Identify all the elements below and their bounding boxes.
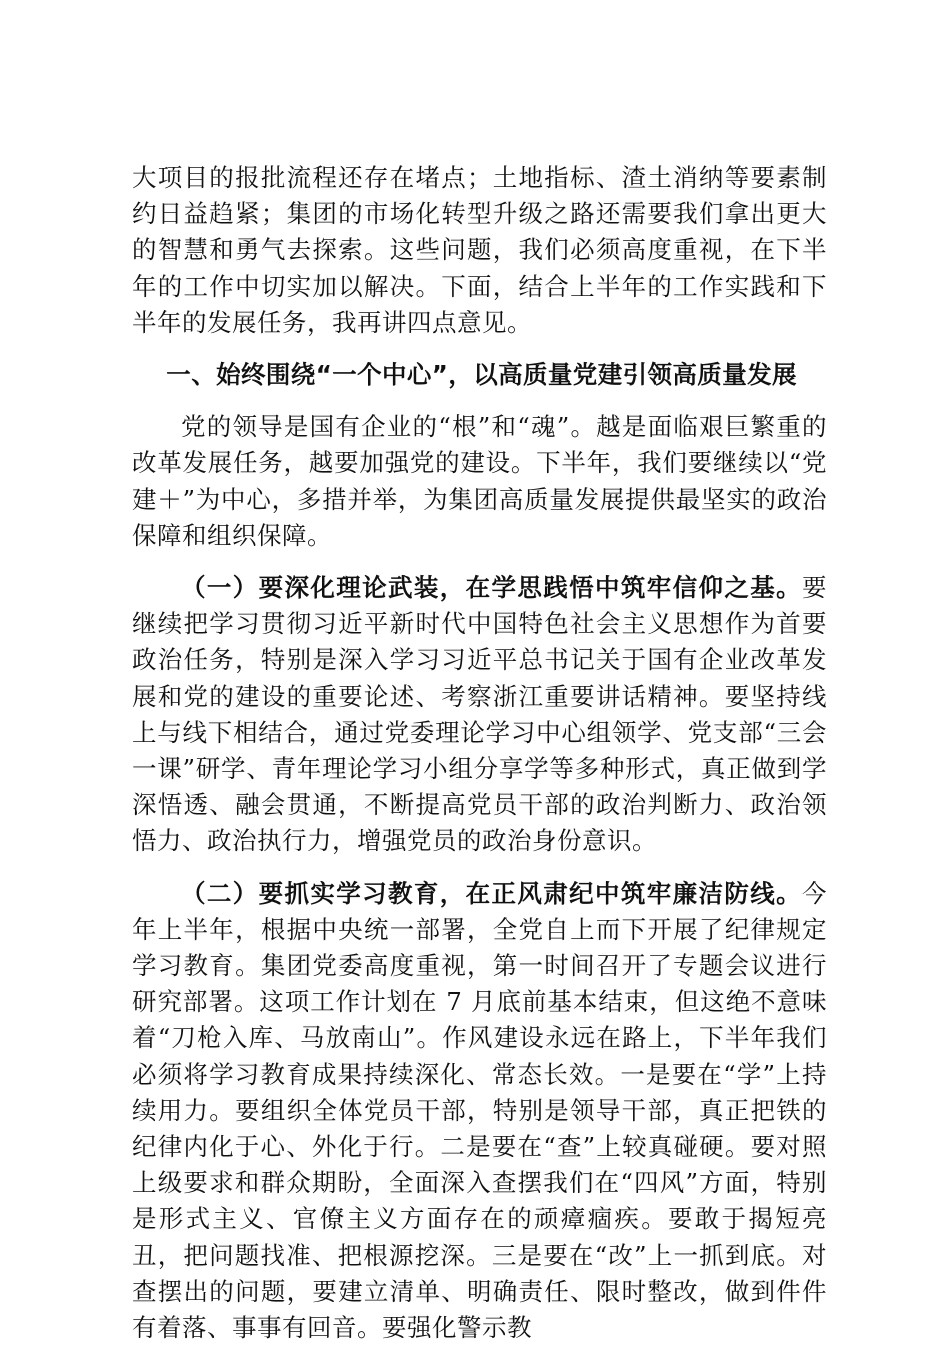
paragraph-theory-study	[132, 570, 827, 860]
paragraph-intro: 大项目的报批流程还存在堵点；土地指标、渣土消纳等要素制约日益趋紧；集团的市场化转型升级之路还需要我们拿出更大的智慧和勇气去探索。这些问题，我们必须高度重视，在下半年的工作中切实加以解决。下面，结合上半年的工作实践和下半年的发展任务，我再讲四点意见。	[132, 163, 827, 337]
subheading-discipline-education: （二）要抓实学习教育，在正风肃纪中筑牢廉洁防线。	[181, 878, 802, 908]
paragraph-discipline-education	[132, 876, 827, 1346]
document-body	[132, 160, 827, 1346]
paragraph-discipline-education-body: 今年上半年，根据中央统一部署，全党自上而下开展了纪律规定学习教育。集团党委高度重视，第一时间召开了专题会议进行研究部署。这项工作计划在 7 月底前基本结束，但这绝不意味着“刀枪入库、马放南山”。作风建设永远在路上，下半年我们必须将学习教育成果持续深化、常态长效。一是要在“学”上持续用力。要组织全体党员干部，特别是领导干部，真正把铁的纪律内化于心、外化于行。二是要在“查”上较真碰硬。要对照上级要求和群众期盼，全面深入查摆我们在“四风”方面，特别是形式主义、官僚主义方面存在的顽瘴痼疾。要敢于揭短亮丑，把问题找准、把根源挖深。三是要在“改”上一抓到底。对查摆出的问题，要建立清单、明确责任、限时整改，做到件件有着落、事事有回音。要强化警示教	[132, 878, 827, 1343]
subheading-theory-study: （一）要深化理论武装，在学思践悟中筑牢信仰之基。	[181, 573, 802, 603]
section-heading-1: 一、始终围绕“一个中心”，以高质量党建引领高质量发展	[166, 360, 797, 390]
paragraph-theory-study-body: 要继续把学习贯彻习近平新时代中国特色社会主义思想作为首要政治任务，特别是深入学习习近平总书记关于国有企业改革发展和党的建设的重要论述、考察浙江重要讲话精神。要坚持线上与线下相结合，通过党委理论学习中心组领学、党支部“三会一课”研学、青年理论学习小组分享学等多种形式，真正做到学深悟透、融会贯通，不断提高党员干部的政治判断力、政治领悟力、政治执行力，增强党员的政治身份意识。	[132, 573, 827, 856]
paragraph-party-leadership: 党的领导是国有企业的“根”和“魂”。越是面临艰巨繁重的改革发展任务，越要加强党的建设。下半年，我们要继续以“党建＋”为中心，多措并举，为集团高质量发展提供最坚实的政治保障和组织保障。	[132, 412, 827, 550]
